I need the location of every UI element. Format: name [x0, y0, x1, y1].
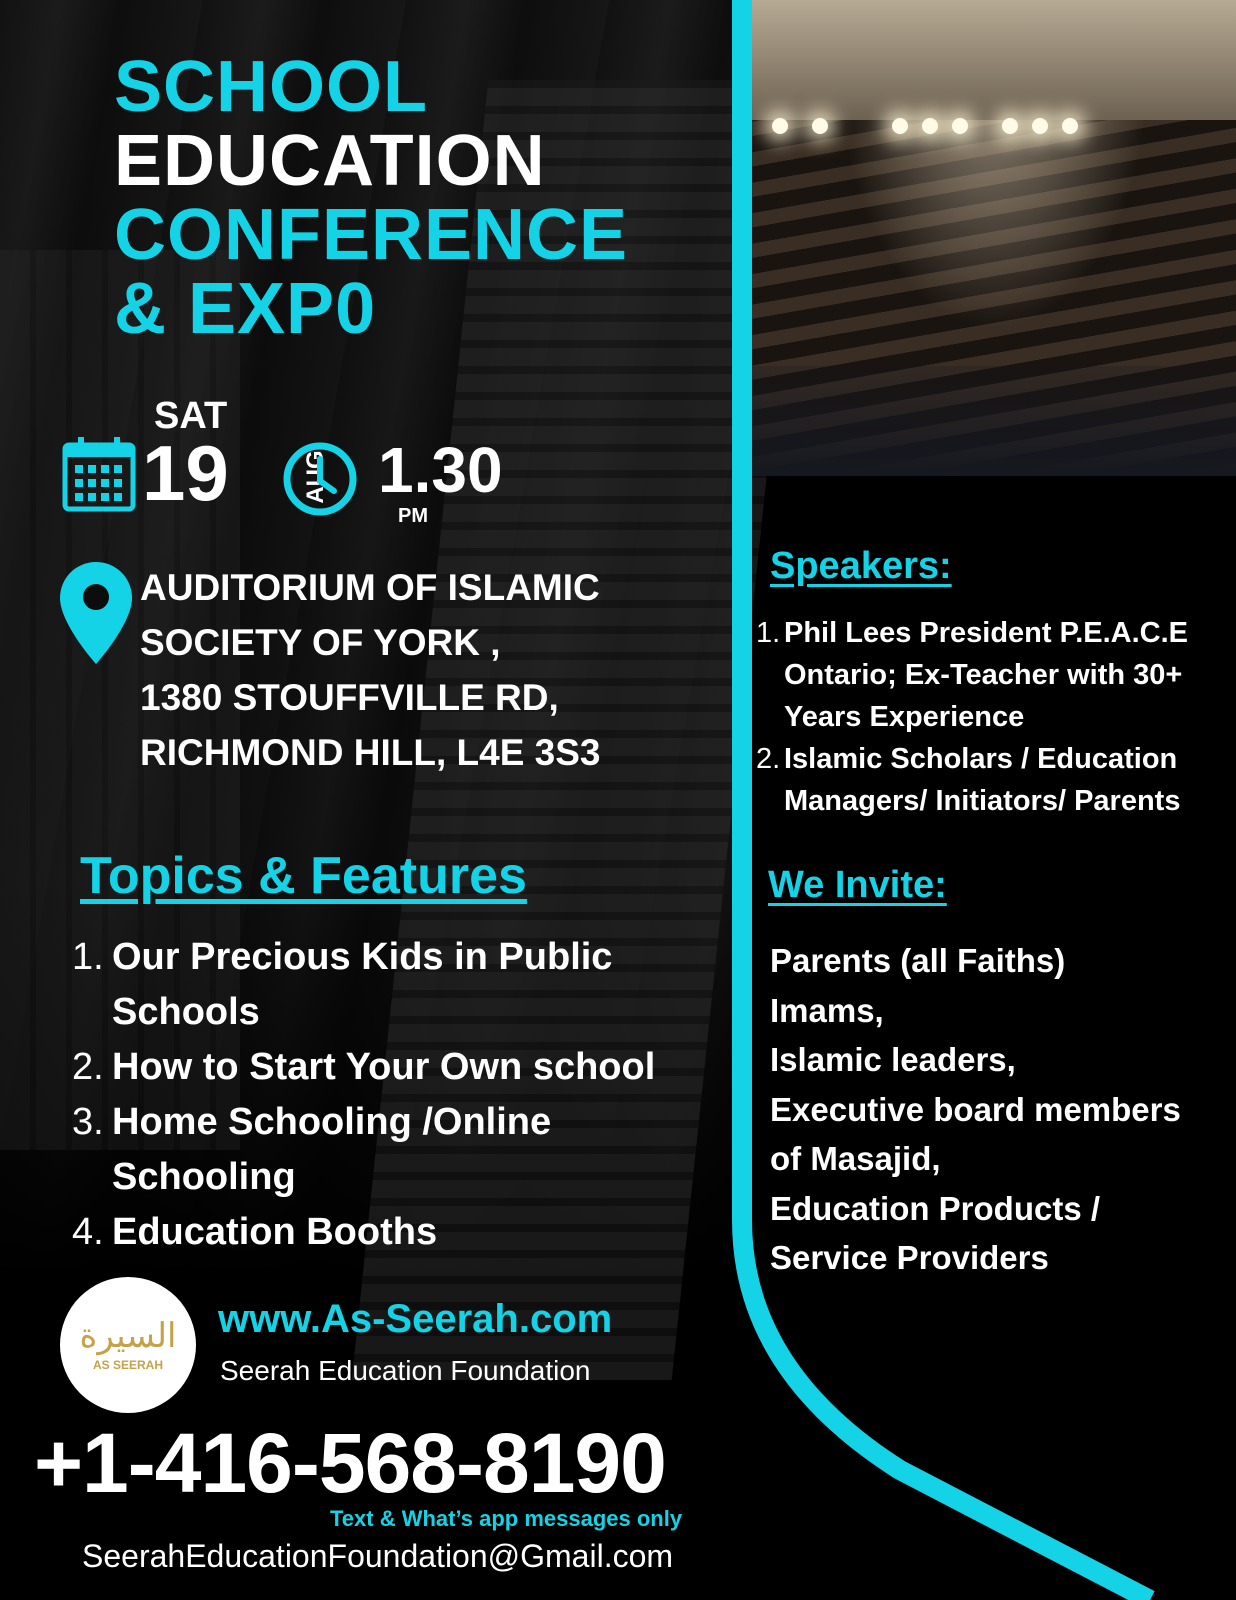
topics-heading: Topics & Features — [80, 847, 527, 905]
topic-text: Home Schooling /Online Schooling — [112, 1101, 552, 1198]
organization-name: Seerah Education Foundation — [220, 1355, 591, 1386]
calendar-icon — [62, 437, 136, 513]
list-number: 1. — [72, 936, 104, 978]
address-line: SOCIETY OF YORK , — [140, 622, 501, 663]
list-item: Parents (all Faiths) — [770, 942, 1066, 979]
messaging-note: Text & What’s app messages only — [330, 1506, 683, 1531]
as-seerah-logo — [60, 1277, 196, 1413]
event-time: 1.30 — [378, 434, 503, 506]
list-item: Islamic leaders, — [770, 1041, 1016, 1078]
topics-list — [72, 930, 722, 1260]
list-item: Imams, — [770, 991, 884, 1029]
list-item: of Masajid, — [770, 1140, 941, 1177]
list-number: 4. — [72, 1211, 104, 1253]
topic-text: Our Precious Kids in Public Schools — [112, 936, 613, 1033]
event-day: 19 — [142, 429, 229, 517]
topic-text: How to Start Your Own school — [112, 1046, 656, 1088]
list-item — [72, 1205, 722, 1260]
list-item: Education Products / — [770, 1189, 1101, 1227]
title-line-2: EDUCATION — [114, 121, 546, 201]
event-title — [114, 47, 629, 349]
phone-number[interactable]: +1-416-568-8190 — [34, 1416, 666, 1510]
list-item: Service Providers — [770, 1239, 1049, 1276]
list-number: 3. — [72, 1101, 104, 1143]
list-item — [756, 612, 1226, 738]
speaker-text: Phil Lees President P.E.A.C.E Ontario; Ex-Teacher with 30+ Years Experience — [784, 617, 1189, 733]
list-item — [72, 930, 722, 1040]
list-number: 2. — [756, 743, 781, 775]
list-item: Executive board members — [770, 1090, 1181, 1128]
address-line: RICHMOND HILL, L4E 3S3 — [140, 732, 601, 773]
logo-text: AS SEERAH — [92, 1358, 163, 1372]
event-ampm: PM — [398, 505, 428, 527]
speakers-list — [756, 612, 1226, 822]
date-time-block — [60, 395, 620, 535]
invite-list — [770, 936, 1230, 1283]
title-line-4: & EXP0 — [114, 269, 377, 349]
list-item — [72, 1095, 722, 1205]
website-link[interactable]: www.As-Seerah.com — [218, 1297, 613, 1341]
list-number: 2. — [72, 1046, 104, 1088]
list-number: 1. — [756, 617, 781, 649]
title-line-3: CONFERENCE — [114, 195, 629, 275]
list-item — [72, 1040, 722, 1095]
address-line: AUDITORIUM OF ISLAMIC — [140, 567, 600, 608]
venue-address — [140, 560, 601, 780]
title-line-1: SCHOOL — [114, 47, 429, 127]
list-item — [756, 738, 1226, 822]
topic-text: Education Booths — [112, 1211, 438, 1253]
email-link[interactable]: SeerahEducationFoundation@Gmail.com — [82, 1538, 674, 1574]
event-day-of-week: SAT — [154, 395, 228, 437]
invite-heading: We Invite: — [768, 864, 947, 906]
logo-calligraphy: السيرة — [79, 1316, 177, 1356]
address-line: 1380 STOUFFVILLE RD, — [140, 677, 559, 718]
event-month: AUG — [302, 450, 329, 504]
speaker-text: Islamic Scholars / Education Managers/ Initiators/ Parents — [784, 743, 1181, 817]
clock-icon — [282, 441, 358, 517]
location-pin-icon — [60, 562, 132, 664]
speakers-heading: Speakers: — [770, 545, 952, 587]
